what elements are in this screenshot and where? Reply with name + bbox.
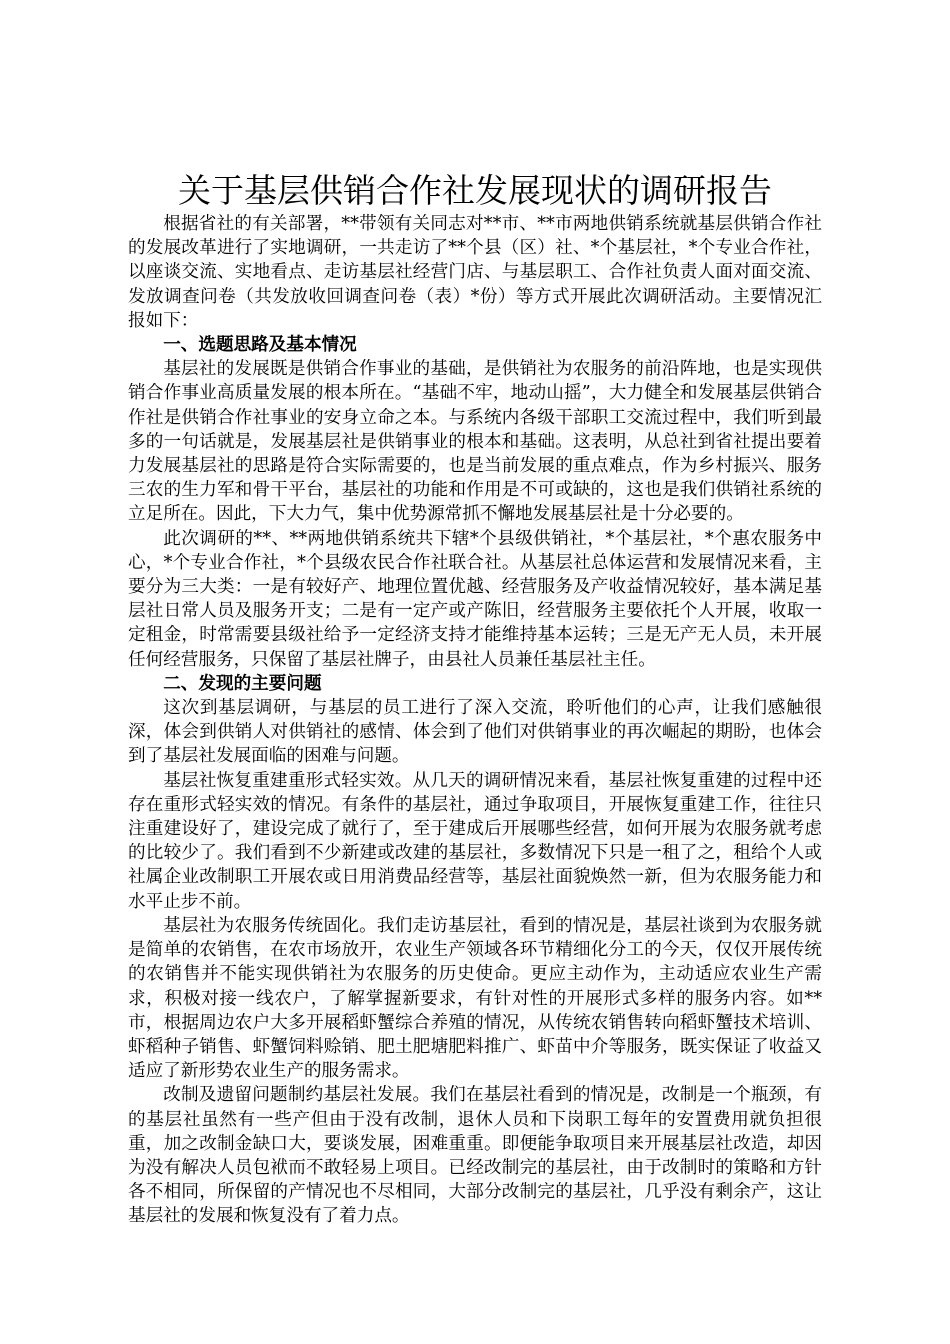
section-heading-2: 二、发现的主要问题 bbox=[163, 672, 322, 694]
section2-paragraph-2: 基层社恢复重建重形式轻实效。从几天的调研情况来看，基层社恢复重建的过程中还存在重形式轻实效的情况。有条件的基层社，通过争取项目，开展恢复重建工作，往往只注重建设好了，建设完成了就行了，至于建成后开展哪些经营，如何开展为农服务就考虑的比较少了。我们看到不少新建或改建的基层社，多数情况下只是一租了之，租给个人或社属企业改制职工开展农或日用消费品经营等，基层社面貌焕然一新，但为农服务能力和水平止步不前。 bbox=[128, 770, 822, 912]
section2-paragraph-4: 改制及遗留问题制约基层社发展。我们在基层社看到的情况是，改制是一个瓶颈，有的基层社虽然有一些产但由于没有改制，退休人员和下岗职工每年的安置费用就负担很重，加之改制金缺口大，要谈发展，困难重重。即便能争取项目来开展基层社改造，却因为没有解决人员包袱而不敢轻易上项目。已经改制完的基层社，由于改制时的策略和方针各不相同，所保留的产情况也不尽相同，大部分改制完的基层社，几乎没有剩余产，这让基层社的发展和恢复没有了着力点。 bbox=[128, 1085, 822, 1227]
section2-paragraph-1: 这次到基层调研，与基层的员工进行了深入交流，聆听他们的心声，让我们感触很深，体会到供销人对供销社的感情、体会到了他们对供销事业的再次崛起的期盼，也体会到了基层社发展面临的困难与问题。 bbox=[128, 698, 822, 767]
document-title: 关于基层供销合作社发展现状的调研报告 bbox=[178, 171, 772, 210]
section2-paragraph-3: 基层社为农服务传统固化。我们走访基层社，看到的情况是，基层社谈到为农服务就是简单的农销售，在农市场放开，农业生产领域各环节精细化分工的今天，仅仅开展传统的农销售并不能实现供销社为农服务的历史使命。更应主动作为，主动适应农业生产需求，积极对接一线农户，了解掌握新要求，有针对性的开展形式多样的服务内容。如**市，根据周边农户大多开展稻虾蟹综合养殖的情况，从传统农销售转向稻虾蟹技术培训、虾稻种子销售、虾蟹饲料赊销、肥土肥塘肥料推广、虾苗中介等服务，既实保证了收益又适应了新形势农业生产的服务需求。 bbox=[128, 915, 822, 1082]
section1-paragraph-2: 此次调研的**、**两地供销系统共下辖*个县级供销社，*个基层社，*个惠农服务中心，*个专业合作社，*个县级农民合作社联合社。从基层社总体运营和发展情况来看，主要分为三大类：一是有较好产、地理位置优越、经营服务及产收益情况较好，基本满足基层社日常人员及服务开支；二是有一定产或产陈旧，经营服务主要依托个人开展，收取一定租金，时常需要县级社给予一定经济支持才能维持基本运转；三是无产无人员，未开展任何经营服务，只保留了基层社牌子，由县社人员兼任基层社主任。 bbox=[128, 528, 822, 670]
section1-paragraph-1: 基层社的发展既是供销合作事业的基础，是供销社为农服务的前沿阵地，也是实现供销合作事业高质量发展的根本所在。“基础不牢，地动山摇”，大力健全和发展基层供销合作社是供销合作社事业的安身立命之本。与系统内各级干部职工交流过程中，我们听到最多的一句话就是，发展基层社是供销事业的根本和基础。这表明，从总社到省社提出要着力发展基层社的思路是符合实际需要的，也是当前发展的重点难点，作为乡村振兴、服务三农的生力军和骨干平台，基层社的功能和作用是不可或缺的，这也是我们供销社系统的立足所在。因此，下大力气，集中优势源常抓不懈地发展基层社是十分必要的。 bbox=[128, 359, 822, 525]
section-heading-1: 一、选题思路及基本情况 bbox=[163, 334, 357, 356]
document-page bbox=[128, 170, 822, 1229]
intro-paragraph: 根据省社的有关部署，**带领有关同志对**市、**市两地供销系统就基层供销合作社的发展改革进行了实地调研，一共走访了**个县（区）社、*个基层社，*个专业合作社，以座谈交流、实地看点、走访基层社经营门店、与基层职工、合作社负责人面对面交流、发放调查问卷（共发放收回调查问卷（表）*份）等方式开展此次调研活动。主要情况汇报如下： bbox=[128, 214, 822, 331]
